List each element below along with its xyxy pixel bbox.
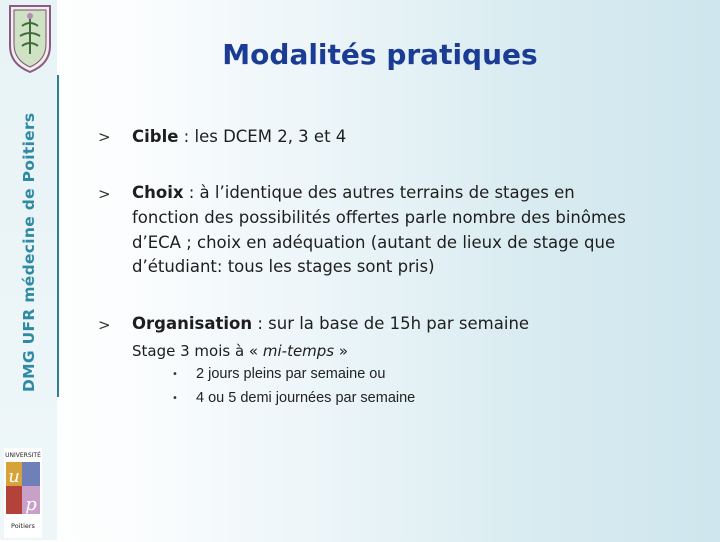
sub-bullet-dot: • (172, 369, 178, 380)
item-text: : sur la base de 15h par semaine (252, 314, 530, 333)
item-text-line: d’ECA ; choix en adéquation (autant de lieux de stage que (132, 233, 616, 252)
note-italic: mi-temps (262, 342, 335, 360)
item-text: : les DCEM 2, 3 et 4 (178, 127, 347, 146)
svg-text:u: u (8, 466, 20, 487)
item-cible (132, 127, 346, 146)
item-label: Choix (132, 183, 184, 202)
bullet-marker: > (98, 316, 111, 334)
faculty-crest-icon (6, 2, 54, 74)
item-text-line: d’étudiant: tous les stages sont pris) (132, 257, 435, 276)
sidebar-vertical-title: DMG UFR médecine de Poitiers (20, 112, 38, 392)
sub-item: 4 ou 5 demi journées par semaine (196, 390, 416, 406)
svg-text:Poitiers: Poitiers (11, 522, 35, 530)
university-poitiers-logo (4, 448, 42, 538)
sub-bullet-dot: • (172, 393, 178, 404)
item-label: Organisation (132, 314, 253, 333)
item-note (132, 342, 348, 360)
item-label: Cible (132, 127, 179, 146)
bullet-marker: > (98, 128, 111, 146)
svg-text:p: p (25, 494, 37, 515)
note-suffix: » (334, 342, 349, 360)
sub-item: 2 jours pleins par semaine ou (196, 366, 386, 382)
item-text-line: fonction des possibilités offertes parle nombre des binômes (132, 208, 626, 227)
note-prefix: Stage 3 mois à « (132, 342, 263, 360)
item-choix (132, 183, 575, 202)
page-title: Modalités pratiques (222, 38, 538, 71)
svg-text:UNIVERSITÉ: UNIVERSITÉ (5, 452, 41, 459)
item-organisation (132, 314, 529, 333)
item-text-line: : à l’identique des autres terrains de stages en (183, 183, 575, 202)
bullet-marker: > (98, 185, 111, 203)
sidebar-divider (57, 75, 59, 397)
